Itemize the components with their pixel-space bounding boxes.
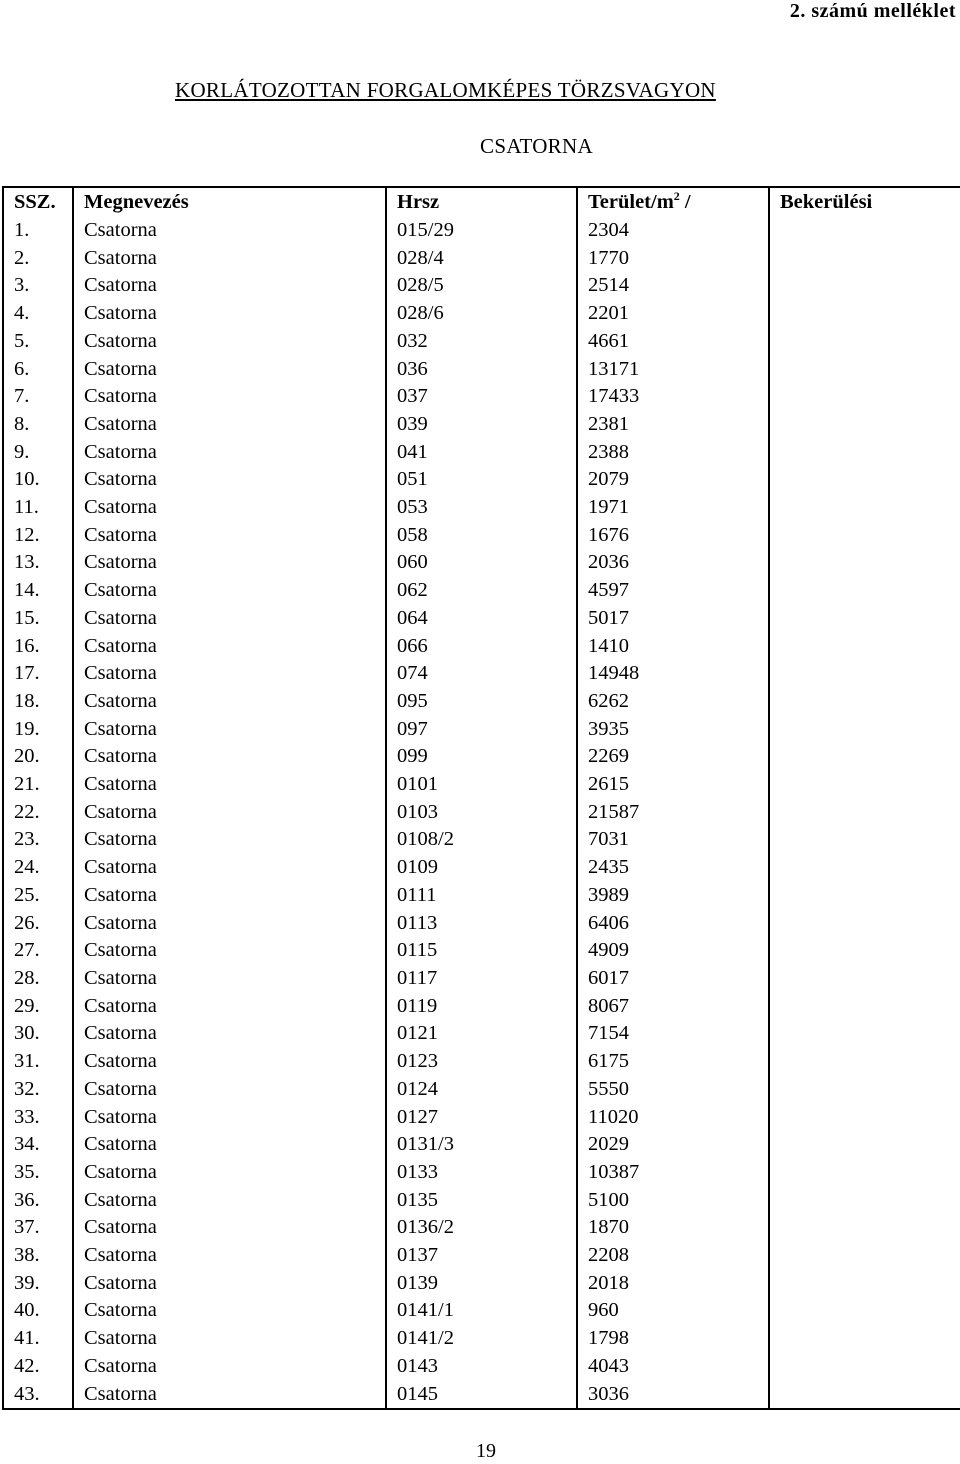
cell-hrsz: 037 [386, 383, 577, 411]
cell-cost [769, 494, 960, 522]
header-area-suffix: / [679, 191, 691, 213]
cell-name: Csatorna [73, 217, 386, 245]
cell-name: Csatorna [73, 383, 386, 411]
cell-hrsz: 095 [386, 688, 577, 716]
cell-ssz: 41. [3, 1325, 73, 1353]
cell-area: 2036 [577, 549, 769, 577]
cell-cost [769, 1353, 960, 1381]
cell-hrsz: 036 [386, 356, 577, 384]
cell-area: 14948 [577, 660, 769, 688]
cell-hrsz: 0131/3 [386, 1131, 577, 1159]
cell-cost [769, 799, 960, 827]
annex-label: 2. számú melléklet [789, 0, 956, 22]
cell-hrsz: 062 [386, 577, 577, 605]
table-row [3, 577, 960, 605]
cell-name: Csatorna [73, 688, 386, 716]
cell-cost [769, 633, 960, 661]
cell-name: Csatorna [73, 272, 386, 300]
cell-name: Csatorna [73, 1297, 386, 1325]
cell-area: 2435 [577, 854, 769, 882]
cell-ssz: 3. [3, 272, 73, 300]
cell-area: 4043 [577, 1353, 769, 1381]
cell-name: Csatorna [73, 1214, 386, 1242]
cell-hrsz: 028/4 [386, 245, 577, 273]
table-row [3, 1076, 960, 1104]
cell-hrsz: 0143 [386, 1353, 577, 1381]
cell-hrsz: 0135 [386, 1187, 577, 1215]
cell-name: Csatorna [73, 826, 386, 854]
cell-hrsz: 0124 [386, 1076, 577, 1104]
cell-hrsz: 064 [386, 605, 577, 633]
cell-ssz: 40. [3, 1297, 73, 1325]
cell-area: 2514 [577, 272, 769, 300]
cell-ssz: 42. [3, 1353, 73, 1381]
cell-cost [769, 910, 960, 938]
cell-cost [769, 466, 960, 494]
table-row [3, 549, 960, 577]
cell-cost [769, 605, 960, 633]
cell-name: Csatorna [73, 1187, 386, 1215]
cell-area: 21587 [577, 799, 769, 827]
table-row [3, 1270, 960, 1298]
page-number: 19 [476, 1440, 496, 1462]
cell-ssz: 9. [3, 439, 73, 467]
cell-ssz: 31. [3, 1048, 73, 1076]
cell-hrsz: 028/5 [386, 272, 577, 300]
cell-ssz: 7. [3, 383, 73, 411]
cell-ssz: 16. [3, 633, 73, 661]
cell-ssz: 39. [3, 1270, 73, 1298]
cell-ssz: 1. [3, 217, 73, 245]
cell-hrsz: 060 [386, 549, 577, 577]
cell-area: 10387 [577, 1159, 769, 1187]
cell-hrsz: 0145 [386, 1381, 577, 1410]
cell-area: 1410 [577, 633, 769, 661]
cell-ssz: 21. [3, 771, 73, 799]
cell-name: Csatorna [73, 993, 386, 1021]
cell-area: 960 [577, 1297, 769, 1325]
table-row [3, 688, 960, 716]
cell-area: 2079 [577, 466, 769, 494]
cell-hrsz: 0121 [386, 1020, 577, 1048]
cell-cost [769, 688, 960, 716]
header-area-label: Terület/m [588, 191, 674, 213]
cell-cost [769, 854, 960, 882]
cell-cost [769, 522, 960, 550]
cell-area: 4597 [577, 577, 769, 605]
table-row [3, 965, 960, 993]
header-name: Megnevezés [73, 187, 386, 217]
cell-cost [769, 383, 960, 411]
cell-cost [769, 1159, 960, 1187]
cell-name: Csatorna [73, 882, 386, 910]
cell-area: 5100 [577, 1187, 769, 1215]
cell-hrsz: 0108/2 [386, 826, 577, 854]
cell-ssz: 29. [3, 993, 73, 1021]
cell-cost [769, 1325, 960, 1353]
cell-cost [769, 1020, 960, 1048]
cell-area: 6017 [577, 965, 769, 993]
cell-cost [769, 356, 960, 384]
cell-cost [769, 1270, 960, 1298]
cell-area: 1676 [577, 522, 769, 550]
cell-area: 1770 [577, 245, 769, 273]
cell-area: 2304 [577, 217, 769, 245]
cell-hrsz: 041 [386, 439, 577, 467]
cell-area: 2201 [577, 300, 769, 328]
cell-name: Csatorna [73, 411, 386, 439]
cell-name: Csatorna [73, 328, 386, 356]
cell-ssz: 8. [3, 411, 73, 439]
header-hrsz: Hrsz [386, 187, 577, 217]
table-row [3, 633, 960, 661]
table-row [3, 272, 960, 300]
cell-area: 1870 [577, 1214, 769, 1242]
table-row [3, 383, 960, 411]
table-header-row [3, 187, 960, 217]
section-subtitle: CSATORNA [480, 134, 593, 158]
cell-cost [769, 1076, 960, 1104]
cell-area: 5550 [577, 1076, 769, 1104]
cell-ssz: 2. [3, 245, 73, 273]
cell-ssz: 13. [3, 549, 73, 577]
table-row [3, 910, 960, 938]
cell-name: Csatorna [73, 577, 386, 605]
cell-cost [769, 771, 960, 799]
header-cost: Bekerülési [769, 187, 960, 217]
table-row [3, 1381, 960, 1410]
cell-hrsz: 0141/2 [386, 1325, 577, 1353]
table-row [3, 826, 960, 854]
table-row [3, 1325, 960, 1353]
cell-cost [769, 217, 960, 245]
table-row [3, 439, 960, 467]
cell-area: 2381 [577, 411, 769, 439]
cell-ssz: 22. [3, 799, 73, 827]
cell-hrsz: 066 [386, 633, 577, 661]
table-row [3, 1159, 960, 1187]
table-row [3, 356, 960, 384]
cell-area: 1798 [577, 1325, 769, 1353]
cell-ssz: 24. [3, 854, 73, 882]
cell-cost [769, 1048, 960, 1076]
cell-hrsz: 0101 [386, 771, 577, 799]
cell-name: Csatorna [73, 799, 386, 827]
cell-area: 17433 [577, 383, 769, 411]
cell-cost [769, 577, 960, 605]
cell-cost [769, 272, 960, 300]
cell-area: 11020 [577, 1104, 769, 1132]
table-row [3, 771, 960, 799]
table-row [3, 1353, 960, 1381]
cell-hrsz: 032 [386, 328, 577, 356]
cell-cost [769, 1381, 960, 1410]
cell-ssz: 10. [3, 466, 73, 494]
table-row [3, 411, 960, 439]
cell-ssz: 23. [3, 826, 73, 854]
table-row [3, 743, 960, 771]
cell-ssz: 11. [3, 494, 73, 522]
cell-area: 3036 [577, 1381, 769, 1410]
cell-hrsz: 0133 [386, 1159, 577, 1187]
cell-cost [769, 965, 960, 993]
cell-hrsz: 074 [386, 660, 577, 688]
cell-name: Csatorna [73, 660, 386, 688]
cell-area: 3989 [577, 882, 769, 910]
cell-ssz: 5. [3, 328, 73, 356]
cell-cost [769, 826, 960, 854]
cell-cost [769, 245, 960, 273]
cell-area: 3935 [577, 716, 769, 744]
cell-name: Csatorna [73, 1076, 386, 1104]
cell-hrsz: 051 [386, 466, 577, 494]
table-row [3, 605, 960, 633]
cell-cost [769, 882, 960, 910]
cell-area: 6406 [577, 910, 769, 938]
cell-name: Csatorna [73, 965, 386, 993]
cell-ssz: 17. [3, 660, 73, 688]
document-title: KORLÁTOZOTTAN FORGALOMKÉPES TÖRZSVAGYON [175, 78, 716, 102]
cell-cost [769, 1242, 960, 1270]
cell-name: Csatorna [73, 300, 386, 328]
header-area-sup: 2 [673, 189, 680, 204]
table-row [3, 1048, 960, 1076]
cell-name: Csatorna [73, 633, 386, 661]
cell-ssz: 34. [3, 1131, 73, 1159]
cell-hrsz: 0137 [386, 1242, 577, 1270]
cell-ssz: 30. [3, 1020, 73, 1048]
cell-hrsz: 0139 [386, 1270, 577, 1298]
cell-cost [769, 300, 960, 328]
cell-area: 8067 [577, 993, 769, 1021]
cell-ssz: 12. [3, 522, 73, 550]
table-row [3, 1131, 960, 1159]
table-row [3, 245, 960, 273]
cell-name: Csatorna [73, 1159, 386, 1187]
table-row [3, 937, 960, 965]
cell-area: 7154 [577, 1020, 769, 1048]
cell-hrsz: 039 [386, 411, 577, 439]
table-row [3, 466, 960, 494]
cell-name: Csatorna [73, 605, 386, 633]
cell-area: 1971 [577, 494, 769, 522]
cell-hrsz: 0111 [386, 882, 577, 910]
table-row [3, 882, 960, 910]
cell-name: Csatorna [73, 494, 386, 522]
cell-name: Csatorna [73, 466, 386, 494]
cell-ssz: 28. [3, 965, 73, 993]
header-area [577, 187, 769, 217]
cell-ssz: 4. [3, 300, 73, 328]
cell-cost [769, 660, 960, 688]
cell-ssz: 33. [3, 1104, 73, 1132]
cell-name: Csatorna [73, 245, 386, 273]
table-row [3, 522, 960, 550]
cell-cost [769, 549, 960, 577]
header-ssz: SSZ. [3, 187, 73, 217]
cell-area: 2615 [577, 771, 769, 799]
table-row [3, 1214, 960, 1242]
cell-ssz: 6. [3, 356, 73, 384]
cell-hrsz: 058 [386, 522, 577, 550]
table-row [3, 217, 960, 245]
cell-area: 5017 [577, 605, 769, 633]
cell-area: 4661 [577, 328, 769, 356]
cell-name: Csatorna [73, 1104, 386, 1132]
cell-cost [769, 1131, 960, 1159]
cell-hrsz: 0115 [386, 937, 577, 965]
cell-hrsz: 0141/1 [386, 1297, 577, 1325]
cell-name: Csatorna [73, 1353, 386, 1381]
cell-hrsz: 028/6 [386, 300, 577, 328]
cell-name: Csatorna [73, 1325, 386, 1353]
table-row [3, 993, 960, 1021]
cell-hrsz: 099 [386, 743, 577, 771]
cell-area: 6262 [577, 688, 769, 716]
cell-name: Csatorna [73, 439, 386, 467]
cell-ssz: 43. [3, 1381, 73, 1410]
cell-ssz: 18. [3, 688, 73, 716]
table-row [3, 660, 960, 688]
cell-area: 2029 [577, 1131, 769, 1159]
table-row [3, 328, 960, 356]
cell-cost [769, 1104, 960, 1132]
cell-ssz: 25. [3, 882, 73, 910]
cell-ssz: 37. [3, 1214, 73, 1242]
cell-hrsz: 0136/2 [386, 1214, 577, 1242]
table-row [3, 716, 960, 744]
cell-name: Csatorna [73, 522, 386, 550]
cell-ssz: 36. [3, 1187, 73, 1215]
cell-name: Csatorna [73, 1131, 386, 1159]
cell-name: Csatorna [73, 771, 386, 799]
cell-name: Csatorna [73, 1048, 386, 1076]
table-row [3, 300, 960, 328]
cell-cost [769, 743, 960, 771]
cell-ssz: 32. [3, 1076, 73, 1104]
cell-area: 4909 [577, 937, 769, 965]
cell-cost [769, 439, 960, 467]
cell-hrsz: 097 [386, 716, 577, 744]
cell-name: Csatorna [73, 1270, 386, 1298]
cell-name: Csatorna [73, 1242, 386, 1270]
cell-area: 2208 [577, 1242, 769, 1270]
cell-ssz: 19. [3, 716, 73, 744]
cell-name: Csatorna [73, 1381, 386, 1410]
table-row [3, 1242, 960, 1270]
cell-ssz: 35. [3, 1159, 73, 1187]
table-row [3, 494, 960, 522]
table-row [3, 854, 960, 882]
cell-cost [769, 1214, 960, 1242]
cell-ssz: 38. [3, 1242, 73, 1270]
table-row [3, 1104, 960, 1132]
table-row [3, 799, 960, 827]
cell-cost [769, 411, 960, 439]
cell-name: Csatorna [73, 549, 386, 577]
cell-area: 2269 [577, 743, 769, 771]
cell-hrsz: 0113 [386, 910, 577, 938]
cell-name: Csatorna [73, 937, 386, 965]
cell-ssz: 27. [3, 937, 73, 965]
cell-hrsz: 0123 [386, 1048, 577, 1076]
inventory-table [2, 186, 960, 1410]
cell-name: Csatorna [73, 854, 386, 882]
table-row [3, 1020, 960, 1048]
cell-area: 7031 [577, 826, 769, 854]
cell-ssz: 20. [3, 743, 73, 771]
cell-ssz: 15. [3, 605, 73, 633]
cell-name: Csatorna [73, 910, 386, 938]
cell-name: Csatorna [73, 356, 386, 384]
cell-cost [769, 1187, 960, 1215]
cell-hrsz: 0119 [386, 993, 577, 1021]
cell-name: Csatorna [73, 716, 386, 744]
cell-hrsz: 0117 [386, 965, 577, 993]
cell-cost [769, 937, 960, 965]
cell-hrsz: 053 [386, 494, 577, 522]
cell-area: 2388 [577, 439, 769, 467]
cell-ssz: 26. [3, 910, 73, 938]
cell-area: 2018 [577, 1270, 769, 1298]
cell-cost [769, 993, 960, 1021]
cell-area: 6175 [577, 1048, 769, 1076]
cell-hrsz: 015/29 [386, 217, 577, 245]
cell-area: 13171 [577, 356, 769, 384]
cell-cost [769, 328, 960, 356]
cell-ssz: 14. [3, 577, 73, 605]
cell-hrsz: 0103 [386, 799, 577, 827]
cell-name: Csatorna [73, 1020, 386, 1048]
cell-hrsz: 0127 [386, 1104, 577, 1132]
cell-cost [769, 716, 960, 744]
cell-name: Csatorna [73, 743, 386, 771]
table-row [3, 1187, 960, 1215]
cell-cost [769, 1297, 960, 1325]
cell-hrsz: 0109 [386, 854, 577, 882]
table-row [3, 1297, 960, 1325]
